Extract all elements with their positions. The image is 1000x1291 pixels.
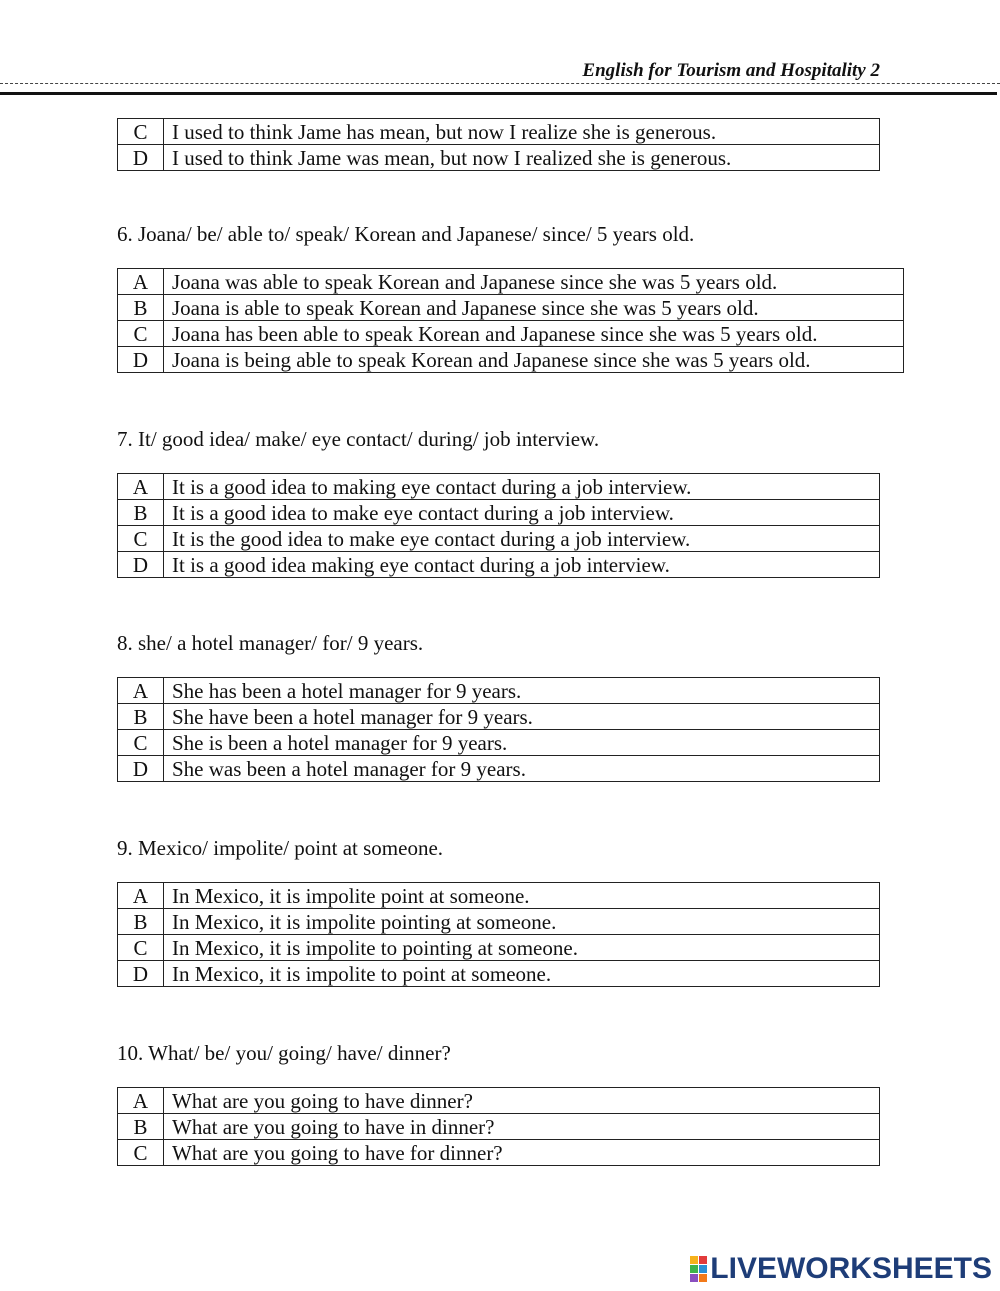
option-text: It is a good idea to making eye contact during a job interview. xyxy=(164,474,880,500)
option-letter: C xyxy=(118,321,164,347)
option-letter: B xyxy=(118,909,164,935)
option-letter: B xyxy=(118,704,164,730)
logo-text: LIVEWORKSHEETS xyxy=(710,1252,992,1285)
option-text: I used to think Jame has mean, but now I realize she is generous. xyxy=(164,119,880,145)
option-row[interactable] xyxy=(118,1088,880,1114)
liveworksheets-logo-icon xyxy=(690,1256,707,1282)
option-letter: A xyxy=(118,883,164,909)
option-row[interactable] xyxy=(118,1140,880,1166)
option-row[interactable] xyxy=(118,269,904,295)
option-letter: C xyxy=(118,1140,164,1166)
question-7-prompt: 7. It/ good idea/ make/ eye contact/ during/ job interview. xyxy=(117,427,600,451)
option-row[interactable] xyxy=(118,347,904,373)
option-row[interactable] xyxy=(118,552,880,578)
document-header-title: English for Tourism and Hospitality 2 xyxy=(582,60,880,81)
option-letter: A xyxy=(118,678,164,704)
option-text: Joana has been able to speak Korean and Japanese since she was 5 years old. xyxy=(164,321,904,347)
option-letter: C xyxy=(118,935,164,961)
question-9-options xyxy=(117,882,880,987)
option-text: It is a good idea to make eye contact during a job interview. xyxy=(164,500,880,526)
option-letter: B xyxy=(118,500,164,526)
option-row[interactable] xyxy=(118,119,880,145)
option-text: She is been a hotel manager for 9 years. xyxy=(164,730,880,756)
liveworksheets-logo[interactable] xyxy=(690,1252,992,1286)
option-row[interactable] xyxy=(118,526,880,552)
option-text: In Mexico, it is impolite pointing at someone. xyxy=(164,909,880,935)
option-letter: B xyxy=(118,1114,164,1140)
option-letter: C xyxy=(118,730,164,756)
option-text: In Mexico, it is impolite point at someone. xyxy=(164,883,880,909)
option-text: Joana is able to speak Korean and Japanese since she was 5 years old. xyxy=(164,295,904,321)
header-solid-rule xyxy=(0,92,997,95)
header-dashed-rule xyxy=(0,83,1000,84)
option-row[interactable] xyxy=(118,474,880,500)
option-letter: A xyxy=(118,269,164,295)
option-letter: C xyxy=(118,119,164,145)
option-letter: D xyxy=(118,347,164,373)
option-text: What are you going to have for dinner? xyxy=(164,1140,880,1166)
question-6-options xyxy=(117,268,904,373)
option-row[interactable] xyxy=(118,321,904,347)
option-row[interactable] xyxy=(118,730,880,756)
option-text: I used to think Jame was mean, but now I realized she is generous. xyxy=(164,145,880,171)
option-text: It is a good idea making eye contact during a job interview. xyxy=(164,552,880,578)
option-text: In Mexico, it is impolite to point at someone. xyxy=(164,961,880,987)
option-letter: D xyxy=(118,145,164,171)
option-letter: C xyxy=(118,526,164,552)
option-row[interactable] xyxy=(118,935,880,961)
option-row[interactable] xyxy=(118,704,880,730)
question-6-prompt: 6. Joana/ be/ able to/ speak/ Korean and Japanese/ since/ 5 years old. xyxy=(117,222,695,246)
question-9-prompt: 9. Mexico/ impolite/ point at someone. xyxy=(117,836,444,860)
option-letter: D xyxy=(118,756,164,782)
option-row[interactable] xyxy=(118,500,880,526)
option-letter: D xyxy=(118,552,164,578)
option-row[interactable] xyxy=(118,909,880,935)
option-text: She have been a hotel manager for 9 years. xyxy=(164,704,880,730)
option-letter: A xyxy=(118,1088,164,1114)
option-text: What are you going to have in dinner? xyxy=(164,1114,880,1140)
continued-options-table xyxy=(117,118,880,171)
option-text: Joana is being able to speak Korean and Japanese since she was 5 years old. xyxy=(164,347,904,373)
option-letter: B xyxy=(118,295,164,321)
option-row[interactable] xyxy=(118,1114,880,1140)
option-text: She has been a hotel manager for 9 years. xyxy=(164,678,880,704)
option-text: She was been a hotel manager for 9 years. xyxy=(164,756,880,782)
question-7-options xyxy=(117,473,880,578)
option-text: What are you going to have dinner? xyxy=(164,1088,880,1114)
option-letter: A xyxy=(118,474,164,500)
option-text: In Mexico, it is impolite to pointing at someone. xyxy=(164,935,880,961)
option-row[interactable] xyxy=(118,295,904,321)
option-row[interactable] xyxy=(118,756,880,782)
option-text: Joana was able to speak Korean and Japanese since she was 5 years old. xyxy=(164,269,904,295)
option-letter: D xyxy=(118,961,164,987)
question-10-prompt: 10. What/ be/ you/ going/ have/ dinner? xyxy=(117,1041,451,1065)
question-8-prompt: 8. she/ a hotel manager/ for/ 9 years. xyxy=(117,631,424,655)
option-row[interactable] xyxy=(118,883,880,909)
question-8-options xyxy=(117,677,880,782)
option-row[interactable] xyxy=(118,961,880,987)
question-10-options xyxy=(117,1087,880,1166)
option-text: It is the good idea to make eye contact during a job interview. xyxy=(164,526,880,552)
option-row[interactable] xyxy=(118,145,880,171)
option-row[interactable] xyxy=(118,678,880,704)
